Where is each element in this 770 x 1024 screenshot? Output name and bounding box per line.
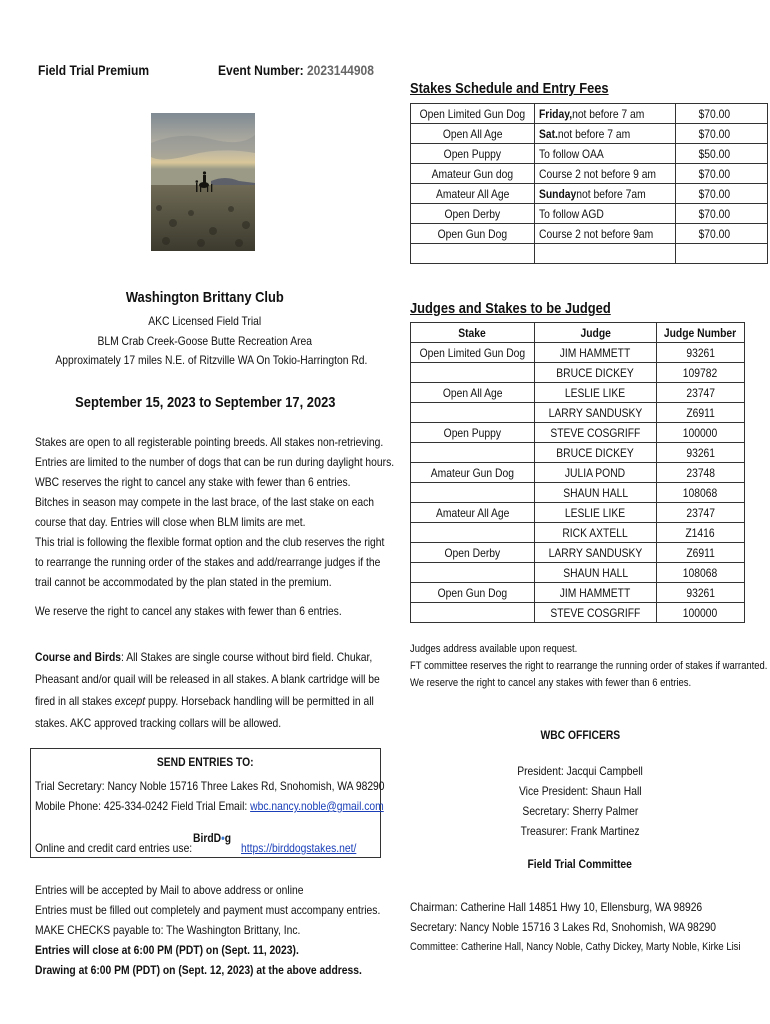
- judge-name: LESLIE LIKE: [565, 385, 626, 400]
- officer: Secretary: Sherry Palmer: [522, 804, 638, 818]
- stakes-row: [411, 144, 768, 164]
- rule-line: WBC reserves the right to cancel any stake with fewer than 6 entries.: [35, 475, 351, 489]
- trial-dates: September 15, 2023 to September 17, 2023: [74, 394, 336, 411]
- judge-name: JULIA POND: [565, 465, 626, 480]
- event-number: [218, 62, 374, 78]
- committee-title: Field Trial Committee: [527, 857, 633, 871]
- entry-fee: $70.00: [698, 126, 731, 141]
- event-number-label: Event Number:: [218, 62, 304, 78]
- judges-row: [411, 503, 745, 523]
- judges-row: [411, 343, 745, 363]
- course-and-birds: Course and Birds: All Stakes are single course without bird field. Chukar, Pheasant and/or quail will be released in all stakes. A blank cartridge will be fired in all stakes except puppy. Horseback handling will be permitted in all stakes. AKC approved tracking collars will be allowed.: [35, 646, 440, 734]
- judges-row: [411, 443, 745, 463]
- judges-title: Judges and Stakes to be Judged: [410, 300, 611, 317]
- entries-close-date: Entries will close at 6:00 PM (PDT) on (Sept. 11, 2023).: [35, 943, 299, 957]
- officer: Treasurer: Frank Martinez: [520, 824, 640, 838]
- judge-number: Z6911: [685, 545, 715, 560]
- entry-fee: $70.00: [698, 206, 731, 221]
- stake-time: Course 2 not before 9 am: [538, 166, 656, 181]
- judges-row: [411, 583, 745, 603]
- trial-directions: Approximately 17 miles N.E. of Ritzville WA On Tokio-Harrington Rd.: [55, 353, 368, 367]
- officer: President: Jacqui Campbell: [517, 764, 643, 778]
- judge-stake: Open Puppy: [443, 425, 502, 440]
- rule-line: to rearrange the running order of the stakes and add/rearrange judges if the: [35, 555, 381, 569]
- entry-instructions: Entries will be accepted by Mail to above address or online Entries must be filled out completely and payment must accompany entries. MAKE CHECKS payable to: The Washington Brittany, Inc. Entries will close at 6:00 PM (PDT) on (Sept. 11, 2023). Drawing at 6:00 PM (PDT) on (Sept. 12, 2023) at the above address.: [35, 880, 437, 980]
- stake-time: Friday,not before 7 am: [538, 106, 645, 121]
- stakes-row: [411, 104, 768, 124]
- committee-info: [410, 897, 770, 957]
- birddog-logo: BirdD•g: [193, 831, 232, 845]
- judge-number: 23747: [685, 385, 715, 400]
- stake-name: Open Limited Gun Dog: [419, 106, 526, 121]
- course-label: Course and Birds: [35, 650, 122, 664]
- officer: Vice President: Shaun Hall: [518, 784, 642, 798]
- entry-fee: $50.00: [698, 146, 731, 161]
- judges-notes: Judges address available upon request. FT committee reserves the right to rearrange the running order of stakes if warranted. We reserve the right to cancel any stakes with fewer than 6 entries.: [410, 643, 768, 689]
- stakes-row: [411, 224, 768, 244]
- judge-number: 93261: [685, 585, 715, 600]
- judge-number: Z1416: [685, 525, 715, 540]
- stake-time: To follow OAA: [538, 146, 604, 161]
- stakes-row: [411, 204, 768, 224]
- rule-line: trail cannot be accommodated by the plan stated in the premium.: [35, 575, 332, 589]
- judges-row: [411, 483, 745, 503]
- judge-name: LESLIE LIKE: [565, 505, 626, 520]
- judges-row: [411, 463, 745, 483]
- judge-name: JIM HAMMETT: [559, 345, 631, 360]
- judge-stake: Amateur All Age: [435, 505, 510, 520]
- committee-members: Committee: Catherine Hall, Nancy Noble, Cathy Dickey, Marty Noble, Kirke Lisi: [410, 941, 741, 953]
- stake-name: Open Puppy: [443, 146, 502, 161]
- online-entries-label: Online and credit card entries use:: [35, 841, 193, 855]
- entry-fee: $70.00: [698, 166, 731, 181]
- committee-secretary: Secretary: Nancy Noble 15716 3 Lakes Rd, Snohomish, WA 98290: [410, 920, 716, 934]
- officers-title: WBC OFFICERS: [540, 728, 620, 742]
- judge-number: 93261: [685, 345, 715, 360]
- judge-number: 93261: [685, 445, 715, 460]
- judges-row: [411, 603, 745, 623]
- stakes-schedule-table: [410, 103, 768, 264]
- send-entries-box: [30, 748, 385, 858]
- judge-number: 100000: [683, 425, 718, 440]
- stakes-row: [411, 124, 768, 144]
- stake-name: Amateur Gun dog: [431, 166, 514, 181]
- stake-name: Open All Age: [442, 126, 503, 141]
- officers-list: [470, 761, 690, 841]
- judge-stake: Open All Age: [442, 385, 503, 400]
- stakes-row: [411, 244, 768, 264]
- judges-row: [411, 423, 745, 443]
- course-line: stakes. AKC approved tracking collars will be allowed.: [35, 716, 282, 730]
- judge-name: RICK AXTELL: [562, 525, 628, 540]
- judge-name: LARRY SANDUSKY: [548, 545, 643, 560]
- column-header: Judge: [580, 325, 611, 340]
- judge-stake: Open Derby: [444, 545, 501, 560]
- document-title: Field Trial Premium: [38, 62, 150, 78]
- judge-number: 109782: [683, 365, 718, 380]
- entry-fee: $70.00: [698, 226, 731, 241]
- rule-line: Entries are limited to the number of dogs that can be run during daylight hours.: [35, 455, 395, 469]
- judge-name: LARRY SANDUSKY: [548, 405, 643, 420]
- judge-name: BRUCE DICKEY: [556, 365, 634, 380]
- contact-line: Mobile Phone: 425-334-0242 Field Trial Email: wbc.nancy.noble@gmail.com: [35, 799, 384, 813]
- entry-fee: $70.00: [698, 106, 731, 121]
- send-entries-title: SEND ENTRIES TO:: [157, 755, 254, 769]
- trial-secretary: Trial Secretary: Nancy Noble 15716 Three Lakes Rd, Snohomish, WA 98290: [35, 779, 385, 793]
- judges-row: [411, 523, 745, 543]
- email-link[interactable]: wbc.nancy.noble@gmail.com: [250, 799, 384, 813]
- judge-name: SHAUN HALL: [562, 485, 628, 500]
- judges-row: [411, 563, 745, 583]
- trial-location: BLM Crab Creek-Goose Butte Recreation Area: [97, 334, 313, 348]
- judges-row: [411, 403, 745, 423]
- judge-name: SHAUN HALL: [562, 565, 628, 580]
- rule-line: Stakes are open to all registerable pointing breeds. All stakes non-retrieving.: [35, 435, 384, 449]
- stakes-schedule-title: Stakes Schedule and Entry Fees: [410, 80, 609, 97]
- stake-time: Course 2 not before 9am: [538, 226, 653, 241]
- judge-name: JIM HAMMETT: [559, 585, 631, 600]
- field-trial-photo: [151, 113, 255, 251]
- judges-table: [410, 322, 745, 623]
- committee-chairman: Chairman: Catherine Hall 14851 Hwy 10, Ellensburg, WA 98926: [410, 900, 703, 914]
- stakes-row: [411, 164, 768, 184]
- rule-line: This trial is following the flexible format option and the club reserves the right: [35, 535, 385, 549]
- judge-name: STEVE COSGRIFF: [550, 605, 641, 620]
- stake-name: Amateur All Age: [435, 186, 510, 201]
- judges-row: [411, 363, 745, 383]
- judge-name: BRUCE DICKEY: [556, 445, 634, 460]
- judges-row: [411, 383, 745, 403]
- stake-time: Sundaynot before 7am: [538, 186, 646, 201]
- judge-stake: Amateur Gun Dog: [430, 465, 514, 480]
- cancel-note: We reserve the right to cancel any stakes with fewer than 6 entries.: [35, 604, 342, 618]
- rule-line: course that day. Entries will close when BLM limits are met.: [35, 515, 306, 529]
- trial-rules: [35, 432, 435, 592]
- judges-row: [411, 543, 745, 563]
- event-number-value: 2023144908: [306, 62, 374, 78]
- judge-number: 108068: [683, 485, 718, 500]
- stake-time: To follow AGD: [538, 206, 604, 221]
- club-name: Washington Brittany Club: [126, 289, 284, 306]
- judge-number: 23748: [685, 465, 715, 480]
- stake-name: Open Gun Dog: [437, 226, 508, 241]
- judge-number: 100000: [683, 605, 718, 620]
- judge-number: Z6911: [685, 405, 715, 420]
- birddog-link[interactable]: https://birddogstakes.net/: [241, 841, 357, 855]
- rule-line: Bitches in season may compete in the last brace, of the last stake on each: [35, 495, 375, 509]
- judge-stake: Open Gun Dog: [437, 585, 508, 600]
- course-line: Pheasant and/or quail will be released in all stakes. A blank cartridge will be: [35, 672, 380, 686]
- drawing-date: Drawing at 6:00 PM (PDT) on (Sept. 12, 2023) at the above address.: [35, 963, 362, 977]
- judge-number: 23747: [685, 505, 715, 520]
- judge-name: STEVE COSGRIFF: [550, 425, 641, 440]
- stake-name: Open Derby: [444, 206, 501, 221]
- judges-header-row: [411, 323, 745, 343]
- column-header: Judge Number: [664, 325, 737, 340]
- judge-stake: Open Limited Gun Dog: [419, 345, 526, 360]
- license-type: AKC Licensed Field Trial: [148, 314, 262, 328]
- column-header: Stake: [458, 325, 487, 340]
- entry-fee: $70.00: [698, 186, 731, 201]
- stakes-row: [411, 184, 768, 204]
- stake-time: Sat.not before 7 am: [538, 126, 630, 141]
- judge-number: 108068: [683, 565, 718, 580]
